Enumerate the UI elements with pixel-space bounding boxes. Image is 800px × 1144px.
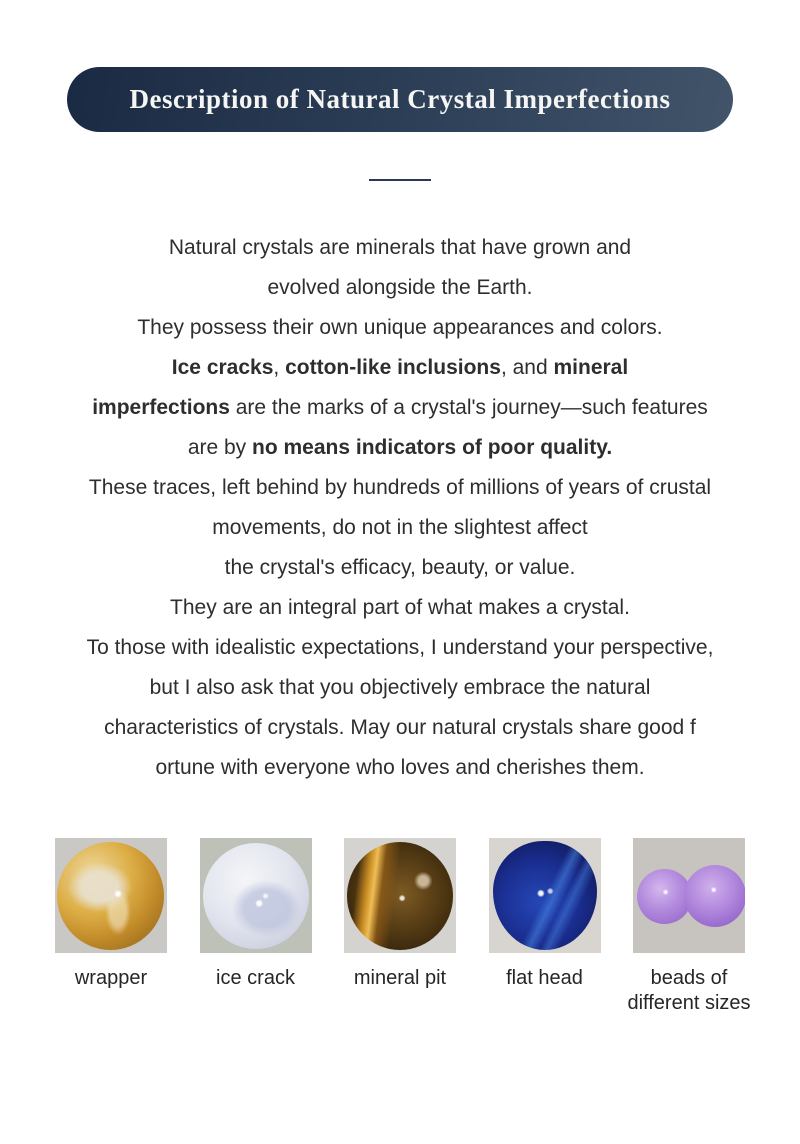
paragraph-line: Ice cracks, cotton-like inclusions, and mineral bbox=[171, 356, 629, 379]
figure-ice-crack bbox=[200, 838, 312, 1016]
paragraph-line: but I also ask that you objectively embrace the natural bbox=[149, 676, 651, 699]
ice-crack-photo bbox=[200, 838, 312, 953]
paragraph-line: These traces, left behind by hundreds of millions of years of crustal bbox=[88, 476, 712, 499]
figure-row bbox=[55, 838, 751, 1016]
paragraph-line: imperfections are the marks of a crystal's journey—such features bbox=[92, 396, 708, 419]
beads-of-different-sizes-photo bbox=[633, 838, 745, 953]
figure-mineral-pit bbox=[344, 838, 456, 1016]
beads-of-different-sizes-caption: beads of different sizes bbox=[627, 967, 751, 1014]
paragraph-line: To those with idealistic expectations, I understand your perspective, bbox=[86, 636, 714, 659]
figure-beads-of-different-sizes bbox=[627, 838, 751, 1016]
ice-crack-caption: ice crack bbox=[216, 967, 295, 989]
figure-flat-head bbox=[489, 838, 601, 1016]
paragraph-line: Natural crystals are minerals that have grown and bbox=[168, 236, 632, 259]
paragraph-line: evolved alongside the Earth. bbox=[267, 276, 533, 299]
flat-head-photo bbox=[489, 838, 601, 953]
header-banner bbox=[67, 67, 733, 132]
paragraph-line: the crystal's efficacy, beauty, or value. bbox=[224, 556, 576, 579]
paragraph-line: are by no means indicators of poor quality. bbox=[187, 436, 613, 459]
paragraph-line: They are an integral part of what makes a crystal. bbox=[170, 596, 630, 619]
paragraph-line: movements, do not in the slightest affect bbox=[212, 516, 588, 539]
paragraph-line: They possess their own unique appearances and colors. bbox=[137, 316, 663, 339]
paragraph-line: ortune with everyone who loves and cherishes them. bbox=[155, 756, 645, 779]
flat-head-caption: flat head bbox=[506, 967, 583, 989]
wrapper-caption: wrapper bbox=[74, 967, 148, 989]
mineral-pit-photo bbox=[344, 838, 456, 953]
paragraph-line: characteristics of crystals. May our natural crystals share good f bbox=[104, 716, 696, 739]
figure-wrapper bbox=[55, 838, 167, 1016]
wrapper-photo bbox=[55, 838, 167, 953]
page-title: Description of Natural Crystal Imperfections bbox=[129, 84, 671, 114]
page-root bbox=[0, 67, 800, 1144]
mineral-pit-caption: mineral pit bbox=[353, 967, 447, 989]
description-paragraph bbox=[0, 228, 800, 788]
section-divider bbox=[369, 179, 431, 181]
